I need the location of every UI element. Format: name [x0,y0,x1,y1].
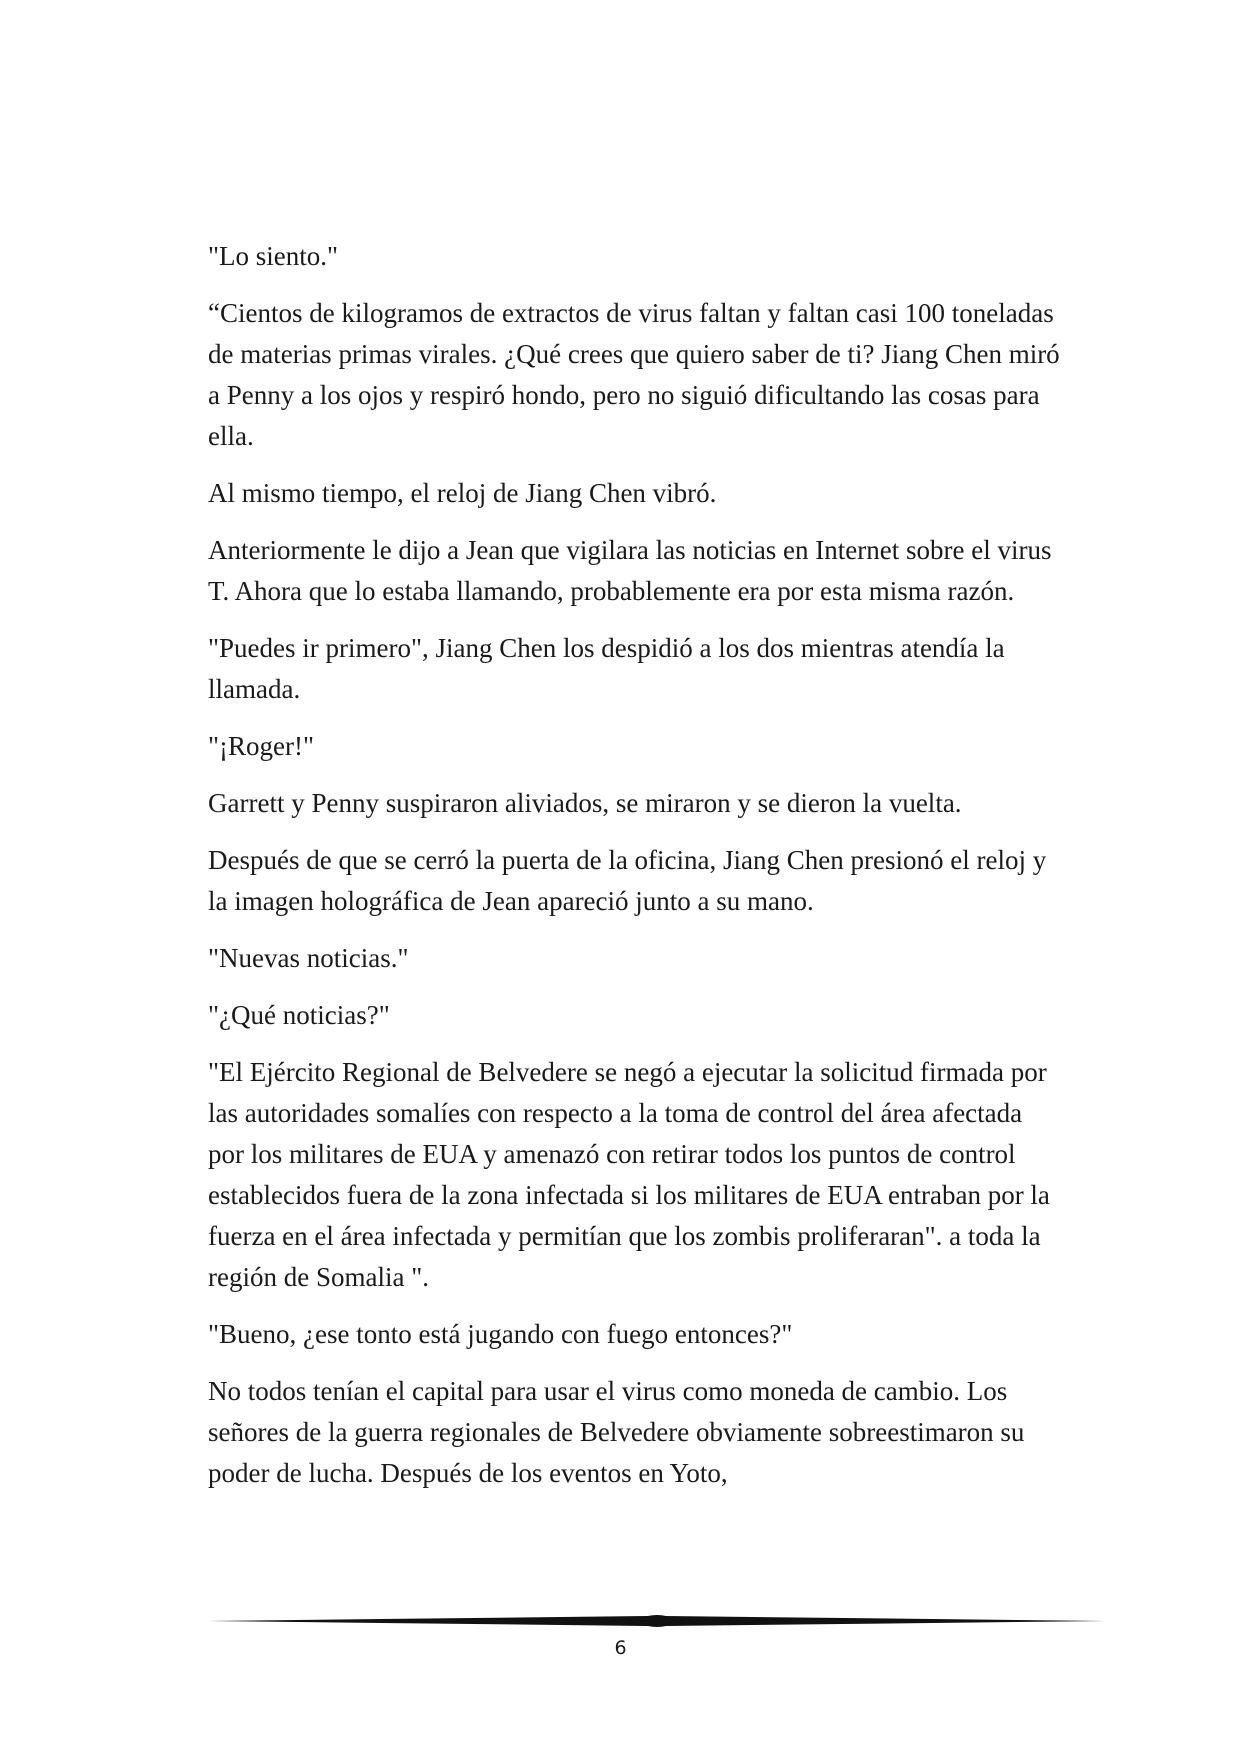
paragraph-13: No todos tenían el capital para usar el virus como moneda de cambio. Los señores de la guerra regionales de Belvedere obviamente sobreestimaron su poder de lucha. Después de los eventos en Yoto, [208,1376,1025,1488]
paragraph-11: "El Ejército Regional de Belvedere se negó a ejecutar la solicitud firmada por las autoridades somalíes con respecto a la toma de control del área afectada por los militares de EUA y amenazó con retirar todos los puntos de control establecidos fuera de la zona infectada si los militares de EUA entraban por la fuerza en el área infectada y permitían que los zombis proliferaran". a toda la región de Somalia ". [208,1057,1050,1292]
footer-divider [208,1614,1106,1628]
paragraph-1: "Lo siento." [208,241,339,271]
paragraph-7: Garrett y Penny suspiraron aliviados, se miraron y se dieron la vuelta. [208,788,962,818]
paragraph-4: Anteriormente le dijo a Jean que vigilara las noticias en Internet sobre el virus T. Ahora que lo estaba llamando, probablemente era por esta misma razón. [208,535,1052,606]
paragraph-5: "Puedes ir primero", Jiang Chen los despidió a los dos mientras atendía la llamada. [208,633,1005,704]
paragraph-9: "Nuevas noticias." [208,943,409,973]
paragraph-10: "¿Qué noticias?" [208,1000,390,1030]
paragraph-2: “Cientos de kilogramos de extractos de virus faltan y faltan casi 100 toneladas de materias primas virales. ¿Qué crees que quiero saber de ti? Jiang Chen miró a Penny a los ojos y respiró hondo, pero no siguió dificultando las cosas para ella. [208,298,1060,451]
paragraph-3: Al mismo tiempo, el reloj de Jiang Chen vibró. [208,478,717,508]
paragraph-12: "Bueno, ¿ese tonto está jugando con fuego entonces?" [208,1319,793,1349]
page-number: 6 [614,1637,627,1659]
body-text [208,236,1064,1510]
paragraph-6: "¡Roger!" [208,731,315,761]
paragraph-8: Después de que se cerró la puerta de la oficina, Jiang Chen presionó el reloj y la imagen holográfica de Jean apareció junto a su mano. [208,845,1047,916]
